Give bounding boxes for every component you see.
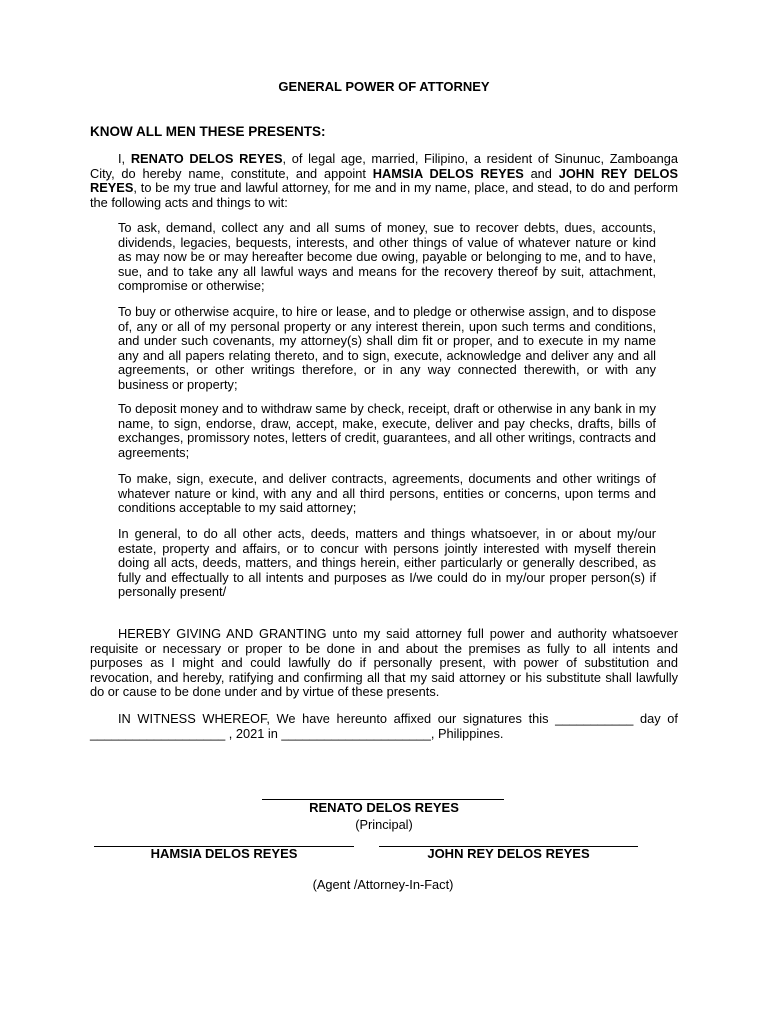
agent2-signature-name: JOHN REY DELOS REYES	[427, 846, 590, 861]
intro-paragraph	[90, 152, 678, 210]
intro-text-4: , to be my true and lawful attorney, for me and in my name, place, and stead, to do and perform the following acts and things to wit:	[90, 180, 678, 210]
agent1-name-inline: HAMSIA DELOS REYES	[372, 165, 524, 181]
power-item-contracts: To make, sign, execute, and deliver contracts, agreements, documents and other writings of whatever nature or kind, with any and all third persons, entities or concerns, upon terms and conditions acceptable to my said attorney;	[118, 471, 656, 516]
power-item-collect: To ask, demand, collect any and all sums of money, sue to recover debts, dues, accounts, dividends, legacies, bequests, interests, and other things of value of whatever nature or kind as may now be or may hereafter become due owing, payable or belonging to me, and to have, sue, and to take any all lawful ways and means for the recovery thereof by suit, attachment, compromise or otherwise;	[118, 220, 656, 294]
witness-paragraph: IN WITNESS WHEREOF, We have hereunto affixed our signatures this ___________ day of ___________________ , 2021 in _____________________, Philippines.	[90, 711, 678, 741]
greeting-heading: KNOW ALL MEN THESE PRESENTS:	[90, 124, 326, 139]
principal-signature-name: RENATO DELOS REYES	[309, 800, 459, 815]
agents-role-label: (Agent /Attorney-In-Fact)	[312, 877, 454, 892]
power-item-general: In general, to do all other acts, deeds, matters and things whatsoever, in or about my/our estate, property and affairs, or to concur with persons jointly interested with myself therein doing all acts, deeds, matters, and things herein, either particularly or generally described, as fully and effectually to all intents and purposes as I/we could do in my/our proper person(s) if personally present/	[118, 526, 656, 600]
intro-text-2: , of legal age, married, Filipino, a resident of Sinunuc, Zamboanga City, do hereby name, constitute, and appoint	[90, 151, 679, 181]
intro-text-1: I,	[118, 151, 131, 166]
agent1-signature-name: HAMSIA DELOS REYES	[150, 846, 298, 861]
power-item-property: To buy or otherwise acquire, to hire or lease, and to pledge or otherwise assign, and to dispose of, any or all of my personal property or any interest therein, upon such terms and conditions, and under such covenants, my attorney(s) shall dim fit or proper, and to execute in my name any and all papers relating thereto, and to sign, execute, acknowledge and deliver any and all agreements, or other writings therefore, or in any way connected therewith, or with any business or property;	[118, 304, 656, 392]
intro-text-3: and	[523, 165, 559, 181]
power-item-banking: To deposit money and to withdraw same by check, receipt, draft or otherwise in any bank in my name, to sign, endorse, draw, accept, make, execute, deliver and pay checks, drafts, bills of exchanges, promissory notes, letters of credit, guarantees, and all other writings, contracts and agreements;	[118, 401, 656, 460]
principal-name-inline: RENATO DELOS REYES	[130, 151, 283, 166]
granting-paragraph: HEREBY GIVING AND GRANTING unto my said attorney full power and authority whatsoever requisite or necessary or proper to be done in and about the premises as fully to all intents and purposes as I might and could lawfully do if personally present, with power of substitution and revocation, and hereby, ratifying and confirming all that my said attorney or his substitute shall lawfully do or cause to be done under and by virtue of these presents.	[90, 626, 678, 700]
document-title: GENERAL POWER OF ATTORNEY	[278, 79, 490, 94]
agent2-name-inline: JOHN REY DELOS REYES	[90, 165, 678, 196]
principal-role-label: (Principal)	[355, 817, 413, 832]
